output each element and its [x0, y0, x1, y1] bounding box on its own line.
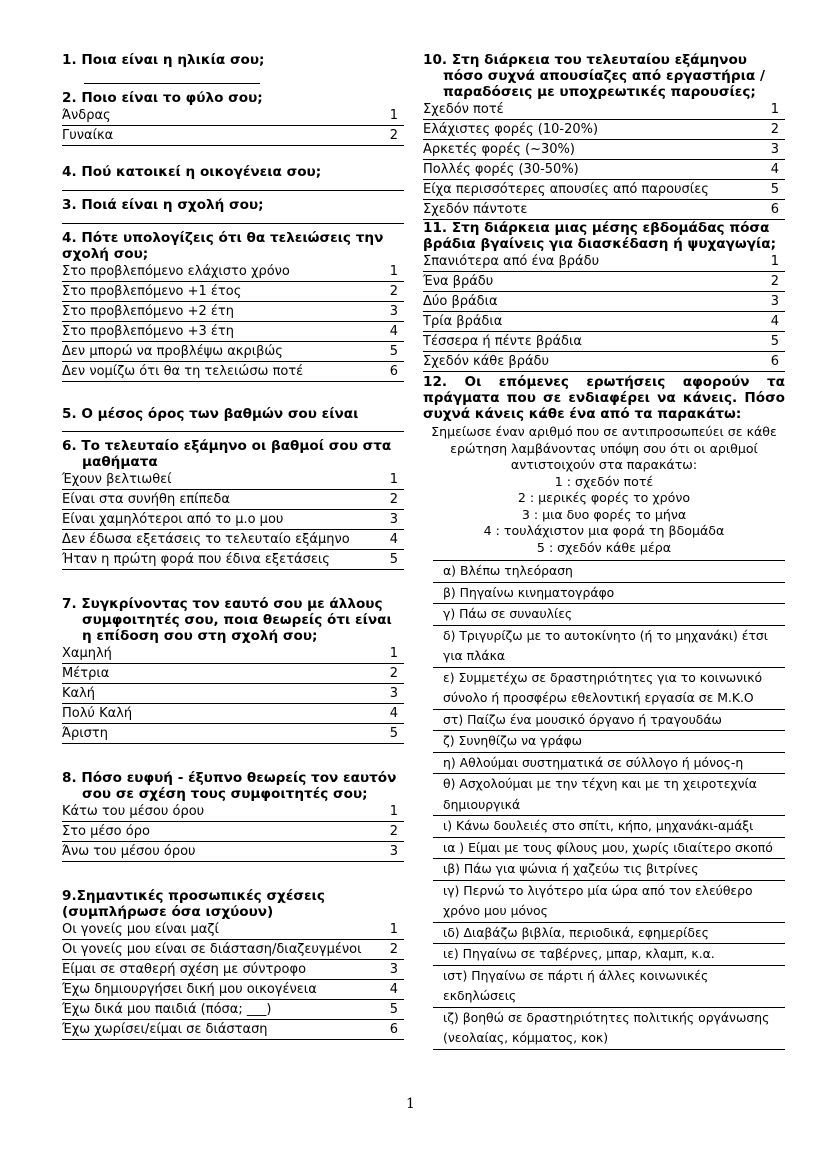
- option-label: Είναι στα συνήθη επίπεδα: [62, 492, 230, 507]
- option-number: 4: [770, 162, 779, 177]
- option-number: 1: [389, 922, 398, 937]
- performance-options: [62, 644, 404, 744]
- question-2: 2. Ποιο είναι το φύλο σου;: [62, 90, 263, 106]
- option-row[interactable]: [62, 1000, 404, 1020]
- option-number: 4: [770, 314, 779, 329]
- activity-item[interactable]: ιδ) Διαβάζω βιβλία, περιοδικά, εφημερίδες: [433, 923, 785, 945]
- option-row[interactable]: [62, 704, 404, 724]
- activity-item[interactable]: στ) Παίζω ένα μουσικό όργανο ή τραγουδάω: [433, 710, 785, 732]
- activity-item[interactable]: η) Αθλούμαι συστηματικά σε σύλλογο ή μόνος-η: [433, 753, 785, 775]
- option-row[interactable]: [423, 180, 785, 200]
- question-5: 5. Ο μέσος όρος των βαθμών σου είναι: [62, 406, 359, 422]
- option-label: Γυναίκα: [62, 128, 114, 143]
- activity-item[interactable]: ιγ) Περνώ το λιγότερο μία ώρα από τον ελεύθερο χρόνο μου μόνος: [433, 881, 785, 923]
- option-label: Άνω του μέσου όρου: [62, 844, 196, 859]
- question-6: 6. Το τελευταίο εξάμηνο οι βαθμοί σου στα μαθήματα: [62, 438, 392, 470]
- question-8: 8. Πόσο ευφυή - έξυπνο θεωρείς τον εαυτόν σου σε σχέση τους συμφοιτητές σου;: [62, 770, 397, 802]
- option-label: Τρία βράδια: [423, 314, 503, 329]
- option-row[interactable]: [62, 550, 404, 570]
- page-number: 1: [406, 1096, 415, 1112]
- residence-answer-line[interactable]: [62, 180, 404, 191]
- option-number: 6: [389, 1022, 398, 1037]
- option-label: Σχεδόν ποτέ: [423, 102, 504, 117]
- activity-item[interactable]: ιε) Πηγαίνω σε ταβέρνες, μπαρ, κλαμπ, κ.α.: [433, 944, 785, 966]
- option-number: 3: [389, 962, 398, 977]
- scale-note-line: 5 : σχεδόν κάθε μέρα: [536, 539, 672, 555]
- activity-item[interactable]: ζ) Συνηθίζω να γράφω: [433, 731, 785, 753]
- option-row[interactable]: [423, 200, 785, 220]
- gender-options: [62, 106, 404, 146]
- grades-options: [62, 470, 404, 570]
- option-label: Σχεδόν πάντοτε: [423, 202, 528, 217]
- option-number: 2: [389, 492, 398, 507]
- absence-options: [423, 100, 785, 220]
- option-row[interactable]: [423, 272, 785, 292]
- right-column: [423, 40, 785, 1050]
- option-number: 3: [389, 844, 398, 859]
- scale-note-line: ερώτηση λαμβάνοντας υπόψη σου ότι οι αριθμοί: [450, 440, 758, 456]
- option-row[interactable]: [62, 980, 404, 1000]
- scale-note-line: 3 : μια δυο φορές το μήνα: [521, 506, 687, 522]
- option-row[interactable]: [423, 252, 785, 272]
- option-label: Έχω δικά μου παιδιά (πόσα; ___): [62, 1002, 272, 1017]
- activity-item[interactable]: α) Βλέπω τηλεόραση: [433, 561, 785, 583]
- option-label: Ένα βράδυ: [423, 274, 494, 289]
- option-label: Πολλές φορές (30-50%): [423, 162, 579, 177]
- question-1: 1. Ποια είναι η ηλικία σου;: [62, 52, 265, 68]
- activity-item[interactable]: θ) Ασχολούμαι με την τέχνη και με τη χειροτεχνία δημιουργικά: [433, 774, 785, 816]
- option-label: Μέτρια: [62, 666, 110, 681]
- option-row[interactable]: [423, 332, 785, 352]
- activity-item[interactable]: γ) Πάω σε συναυλίες: [433, 604, 785, 626]
- option-label: Χαμηλή: [62, 646, 112, 661]
- option-row[interactable]: [62, 470, 404, 490]
- option-row[interactable]: [62, 724, 404, 744]
- option-number: 6: [389, 364, 398, 379]
- option-label: Στο προβλεπόμενο +3 έτη: [62, 324, 234, 339]
- relationships-options: [62, 920, 404, 1040]
- school-answer-line[interactable]: [62, 213, 404, 224]
- scale-note-line: αντιστοιχούν στα παρακάτω:: [510, 457, 698, 472]
- option-row[interactable]: [62, 940, 404, 960]
- question-9: 9.Σημαντικές προσωπικές σχέσεις (συμπλήρωσε όσα ισχύουν): [62, 888, 325, 920]
- activity-item[interactable]: ιβ) Πάω για ψώνια ή χαζεύω τις βιτρίνες: [433, 859, 785, 881]
- scale-note-line: 1 : σχεδόν ποτέ: [554, 473, 654, 489]
- option-label: Δεν έδωσα εξετάσεις το τελευταίο εξάμηνο: [62, 532, 350, 547]
- option-number: 5: [770, 334, 779, 349]
- activity-item[interactable]: δ) Τριγυρίζω με το αυτοκίνητο (ή το μηχανάκι) έτσι για πλάκα: [433, 626, 785, 668]
- option-row[interactable]: [423, 292, 785, 312]
- option-number: 2: [389, 284, 398, 299]
- activity-item[interactable]: ια ) Είμαι με τους φίλους μου, χωρίς ιδιαίτερο σκοπό: [433, 838, 785, 860]
- option-row[interactable]: [62, 302, 404, 322]
- option-row[interactable]: [62, 1020, 404, 1040]
- option-label: Καλή: [62, 686, 96, 701]
- option-number: 1: [389, 472, 398, 487]
- option-row[interactable]: [62, 262, 404, 282]
- option-label: Σχεδόν κάθε βράδυ: [423, 354, 549, 369]
- option-number: 3: [389, 686, 398, 701]
- option-label: Άριστη: [62, 726, 108, 741]
- option-number: 1: [770, 102, 779, 117]
- option-number: 3: [389, 304, 398, 319]
- option-row[interactable]: [62, 802, 404, 822]
- option-number: 1: [389, 264, 398, 279]
- option-row[interactable]: [423, 140, 785, 160]
- option-number: 2: [770, 274, 779, 289]
- option-number: 3: [389, 512, 398, 527]
- option-label: Στο προβλεπόμενο ελάχιστο χρόνο: [62, 264, 290, 279]
- option-label: Είχα περισσότερες απουσίες από παρουσίες: [423, 182, 709, 197]
- option-number: 5: [389, 552, 398, 567]
- option-label: Έχω δημιουργήσει δική μου οικογένεια: [62, 982, 317, 997]
- option-number: 1: [389, 108, 398, 123]
- option-label: Άνδρας: [62, 108, 111, 123]
- option-number: 2: [389, 128, 398, 143]
- option-row[interactable]: [423, 352, 785, 372]
- option-row[interactable]: [62, 920, 404, 940]
- option-number: 6: [770, 202, 779, 217]
- option-row[interactable]: [62, 664, 404, 684]
- question-4-family-residence: 4. Πού κατοικεί η οικογένεια σου;: [62, 164, 322, 180]
- option-label: Έχουν βελτιωθεί: [62, 472, 172, 487]
- option-row[interactable]: [423, 160, 785, 180]
- option-label: Στο προβλεπόμενο +2 έτη: [62, 304, 234, 319]
- option-number: 2: [389, 824, 398, 839]
- option-row[interactable]: [423, 100, 785, 120]
- option-row[interactable]: [62, 842, 404, 862]
- option-number: 4: [389, 982, 398, 997]
- option-row[interactable]: [62, 322, 404, 342]
- intelligence-options: [62, 802, 404, 862]
- option-row[interactable]: [62, 644, 404, 664]
- option-label: Έχω χωρίσει/είμαι σε διάσταση: [62, 1022, 268, 1037]
- question-10: 10. Στη διάρκεια του τελευταίου εξάμηνου πόσο συχνά απουσίαζες από εργαστήρια /παραδόσεις με υποχρεωτικές παρουσίες;: [423, 52, 765, 100]
- scale-note-line: 4 : τουλάχιστον μια φορά τη βδομάδα: [483, 523, 725, 538]
- scale-note-line: 2 : μερικές φορές το χρόνο: [517, 490, 691, 505]
- option-label: Είμαι σε σταθερή σχέση με σύντροφο: [62, 962, 307, 977]
- option-row[interactable]: [62, 822, 404, 842]
- question-12: 12. Οι επόμενες ερωτήσεις αφορούν τα πράγματα που σε ενδιαφέρει να κάνεις. Πόσο συχνά κάνεις κάθε ένα από τα παρακάτω:: [423, 374, 785, 422]
- question-11: 11. Στη διάρκεια μιας μέσης εβδομάδας πόσα βράδια βγαίνεις για διασκέδαση ή ψυχαγωγία;: [423, 220, 777, 252]
- option-number: 2: [770, 122, 779, 137]
- option-number: 1: [770, 254, 779, 269]
- option-row[interactable]: [423, 312, 785, 332]
- option-row[interactable]: [62, 684, 404, 704]
- option-number: 5: [389, 726, 398, 741]
- option-label: Τέσσερα ή πέντε βράδια: [423, 334, 582, 349]
- option-number: 6: [770, 354, 779, 369]
- option-label: Σπανιότερα από ένα βράδυ: [423, 254, 600, 269]
- option-number: 5: [389, 1002, 398, 1017]
- option-label: Αρκετές φορές (~30%): [423, 142, 575, 157]
- age-answer-line[interactable]: [84, 68, 260, 84]
- option-row[interactable]: [62, 960, 404, 980]
- option-number: 5: [770, 182, 779, 197]
- activity-item[interactable]: ιστ) Πηγαίνω σε πάρτι ή άλλες κοινωνικές εκδηλώσεις: [433, 966, 785, 1008]
- question-4-graduation: 4. Πότε υπολογίζεις ότι θα τελειώσεις την σχολή σου;: [62, 230, 384, 262]
- option-number: 3: [770, 142, 779, 157]
- activities-list: [433, 560, 785, 1050]
- option-number: 1: [389, 646, 398, 661]
- option-number: 5: [389, 344, 398, 359]
- option-row[interactable]: [62, 510, 404, 530]
- question-7: 7. Συγκρίνοντας τον εαυτό σου με άλλους συμφοιτητές σου, ποια θεωρείς ότι είναι η επίδοση σου στη σχολή σου;: [62, 596, 392, 644]
- option-row[interactable]: [62, 342, 404, 362]
- nights-out-options: [423, 252, 785, 372]
- frequency-scale-note: [423, 424, 785, 556]
- option-number: 2: [389, 666, 398, 681]
- activity-item[interactable]: ε) Συμμετέχω σε δραστηριότητες για το κοινωνικό σύνολο ή προσφέρω εθελοντική εργασία σε Μ.Κ.Ο: [433, 668, 785, 710]
- option-label: Ελάχιστες φορές (10-20%): [423, 122, 599, 137]
- option-row[interactable]: [62, 530, 404, 550]
- option-number: 2: [389, 942, 398, 957]
- scale-note-line: Σημείωσε έναν αριθμό που σε αντιπροσωπεύει σε κάθε: [431, 424, 777, 439]
- left-column: [62, 40, 404, 1040]
- option-label: Οι γονείς μου είναι μαζί: [62, 922, 219, 937]
- option-label: Ήταν η πρώτη φορά που έδινα εξετάσεις: [62, 552, 330, 567]
- option-number: 1: [389, 804, 398, 819]
- option-number: 4: [389, 532, 398, 547]
- question-3: 3. Ποιά είναι η σχολή σου;: [62, 197, 264, 213]
- graduation-options: [62, 262, 404, 382]
- option-label: Είναι χαμηλότεροι από το μ.ο μου: [62, 512, 284, 527]
- option-row[interactable]: [62, 490, 404, 510]
- option-label: Δύο βράδια: [423, 294, 498, 309]
- activity-item[interactable]: ιζ) βοηθώ σε δραστηριότητες πολιτικής οργάνωσης (νεολαίας, κόμματος, κοκ): [433, 1008, 785, 1050]
- option-row[interactable]: [423, 120, 785, 140]
- option-row[interactable]: [62, 106, 404, 126]
- option-row[interactable]: [62, 362, 404, 382]
- option-label: Στο μέσο όρο: [62, 824, 150, 839]
- option-label: Κάτω του μέσου όρου: [62, 804, 205, 819]
- gpa-answer-line[interactable]: [62, 422, 404, 432]
- option-label: Στο προβλεπόμενο +1 έτος: [62, 284, 242, 299]
- option-row[interactable]: [62, 282, 404, 302]
- option-number: 4: [389, 706, 398, 721]
- option-label: Δεν μπορώ να προβλέψω ακριβώς: [62, 344, 283, 359]
- option-row[interactable]: [62, 126, 404, 146]
- option-number: 4: [389, 324, 398, 339]
- activity-item[interactable]: ι) Κάνω δουλειές στο σπίτι, κήπο, μηχανάκι-αμάξι: [433, 816, 785, 838]
- option-label: Πολύ Καλή: [62, 706, 133, 721]
- option-label: Οι γονείς μου είναι σε διάσταση/διαζευγμένοι: [62, 942, 362, 957]
- activity-item[interactable]: β) Πηγαίνω κινηματογράφο: [433, 583, 785, 605]
- option-label: Δεν νομίζω ότι θα τη τελειώσω ποτέ: [62, 364, 304, 379]
- option-number: 3: [770, 294, 779, 309]
